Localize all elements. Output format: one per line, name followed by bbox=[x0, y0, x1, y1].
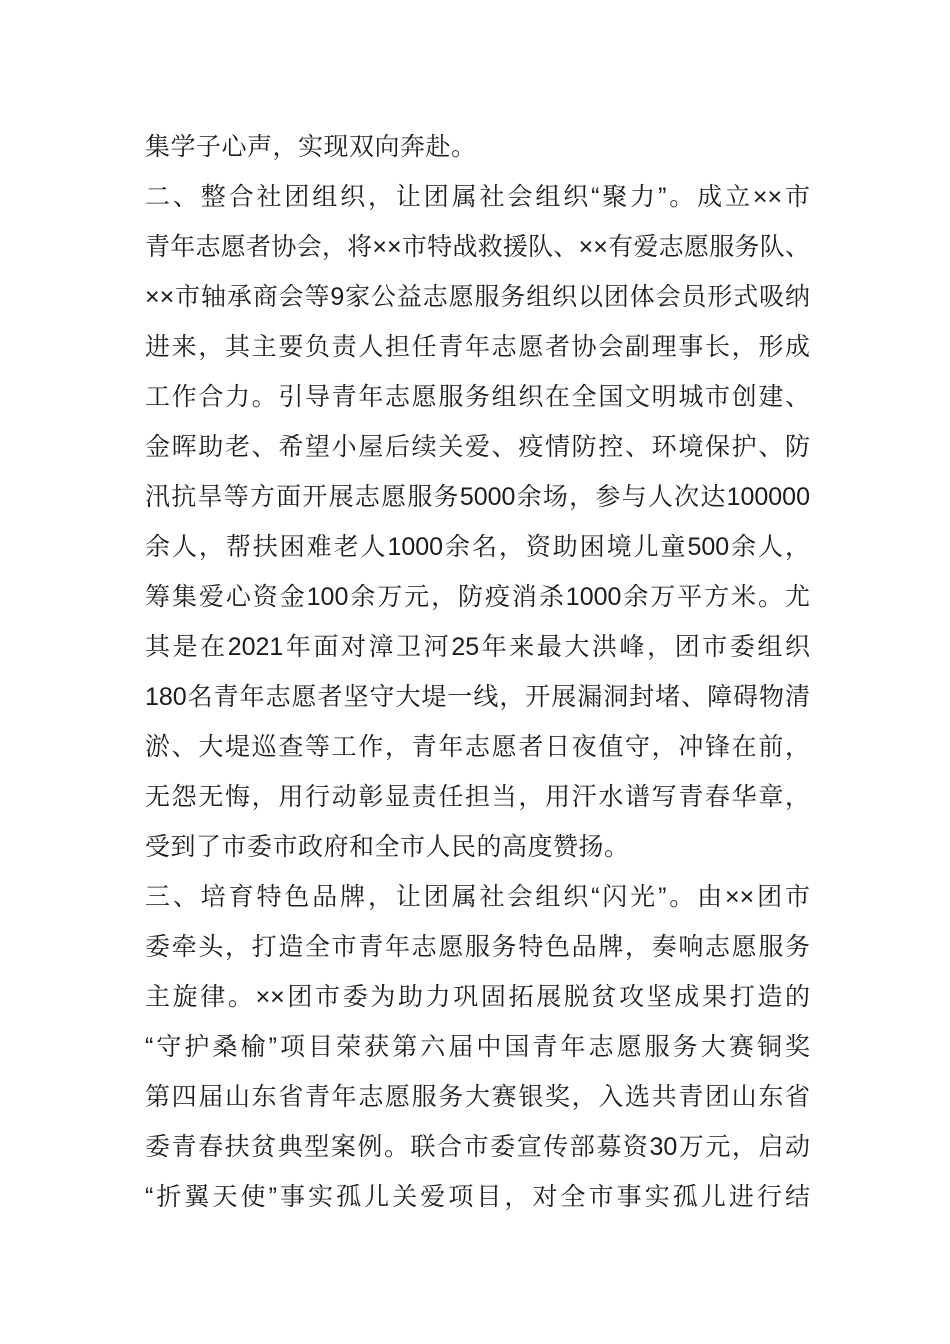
document-line-8: 汛抗旱等方面开展志愿服务5000余场，参与人次达100000 bbox=[145, 483, 810, 511]
document-line-10: 筹集爱心资金100余万元，防疫消杀1000余万平方米。尤 bbox=[145, 583, 810, 611]
document-line-11: 其是在2021年面对漳卫河25年来最大洪峰，团市委组织 bbox=[145, 633, 810, 661]
document-line-5: 进来，其主要负责人担任青年志愿者协会副理事长，形成 bbox=[145, 333, 810, 361]
document-line-3: 青年志愿者协会，将××市特战救援队、××有爱志愿服务队、 bbox=[145, 233, 810, 261]
document-line-15: 受到了市委市政府和全市人民的高度赞扬。 bbox=[145, 833, 630, 861]
document-line-22: “折翼天使”事实孤儿关爱项目，对全市事实孤儿进行结 bbox=[145, 1183, 810, 1211]
document-line-2: 二、整合社团组织，让团属社会组织“聚力”。成立××市 bbox=[145, 183, 810, 211]
document-line-20: 第四届山东省青年志愿服务大赛银奖，入选共青团山东省 bbox=[145, 1083, 810, 1111]
document-line-21: 委青春扶贫典型案例。联合市委宣传部募资30万元，启动 bbox=[145, 1133, 810, 1161]
document-line-19: “守护桑榆”项目荣获第六届中国青年志愿服务大赛铜奖 bbox=[145, 1033, 810, 1061]
document-line-6: 工作合力。引导青年志愿服务组织在全国文明城市创建、 bbox=[145, 383, 810, 411]
document-line-16: 三、培育特色品牌，让团属社会组织“闪光”。由××团市 bbox=[145, 883, 810, 911]
document-line-9: 余人，帮扶困难老人1000余名，资助困境儿童500余人， bbox=[145, 533, 810, 561]
document-line-14: 无怨无悔，用行动彰显责任担当，用汗水谱写青春华章， bbox=[145, 783, 810, 811]
document-line-12: 180名青年志愿者坚守大堤一线，开展漏洞封堵、障碍物清 bbox=[145, 683, 810, 711]
document-line-7: 金晖助老、希望小屋后续关爱、疫情防控、环境保护、防 bbox=[145, 433, 810, 461]
document-text-block bbox=[145, 122, 810, 1222]
document-line-17: 委牵头，打造全市青年志愿服务特色品牌，奏响志愿服务 bbox=[145, 933, 810, 961]
document-line-13: 淤、大堤巡查等工作，青年志愿者日夜值守，冲锋在前， bbox=[145, 733, 810, 761]
document-line-18: 主旋律。××团市委为助力巩固拓展脱贫攻坚成果打造的 bbox=[145, 983, 810, 1011]
document-line-4: ××市轴承商会等9家公益志愿服务组织以团体会员形式吸纳 bbox=[145, 283, 810, 311]
document-line-1: 集学子心声，实现双向奔赴。 bbox=[145, 133, 477, 161]
